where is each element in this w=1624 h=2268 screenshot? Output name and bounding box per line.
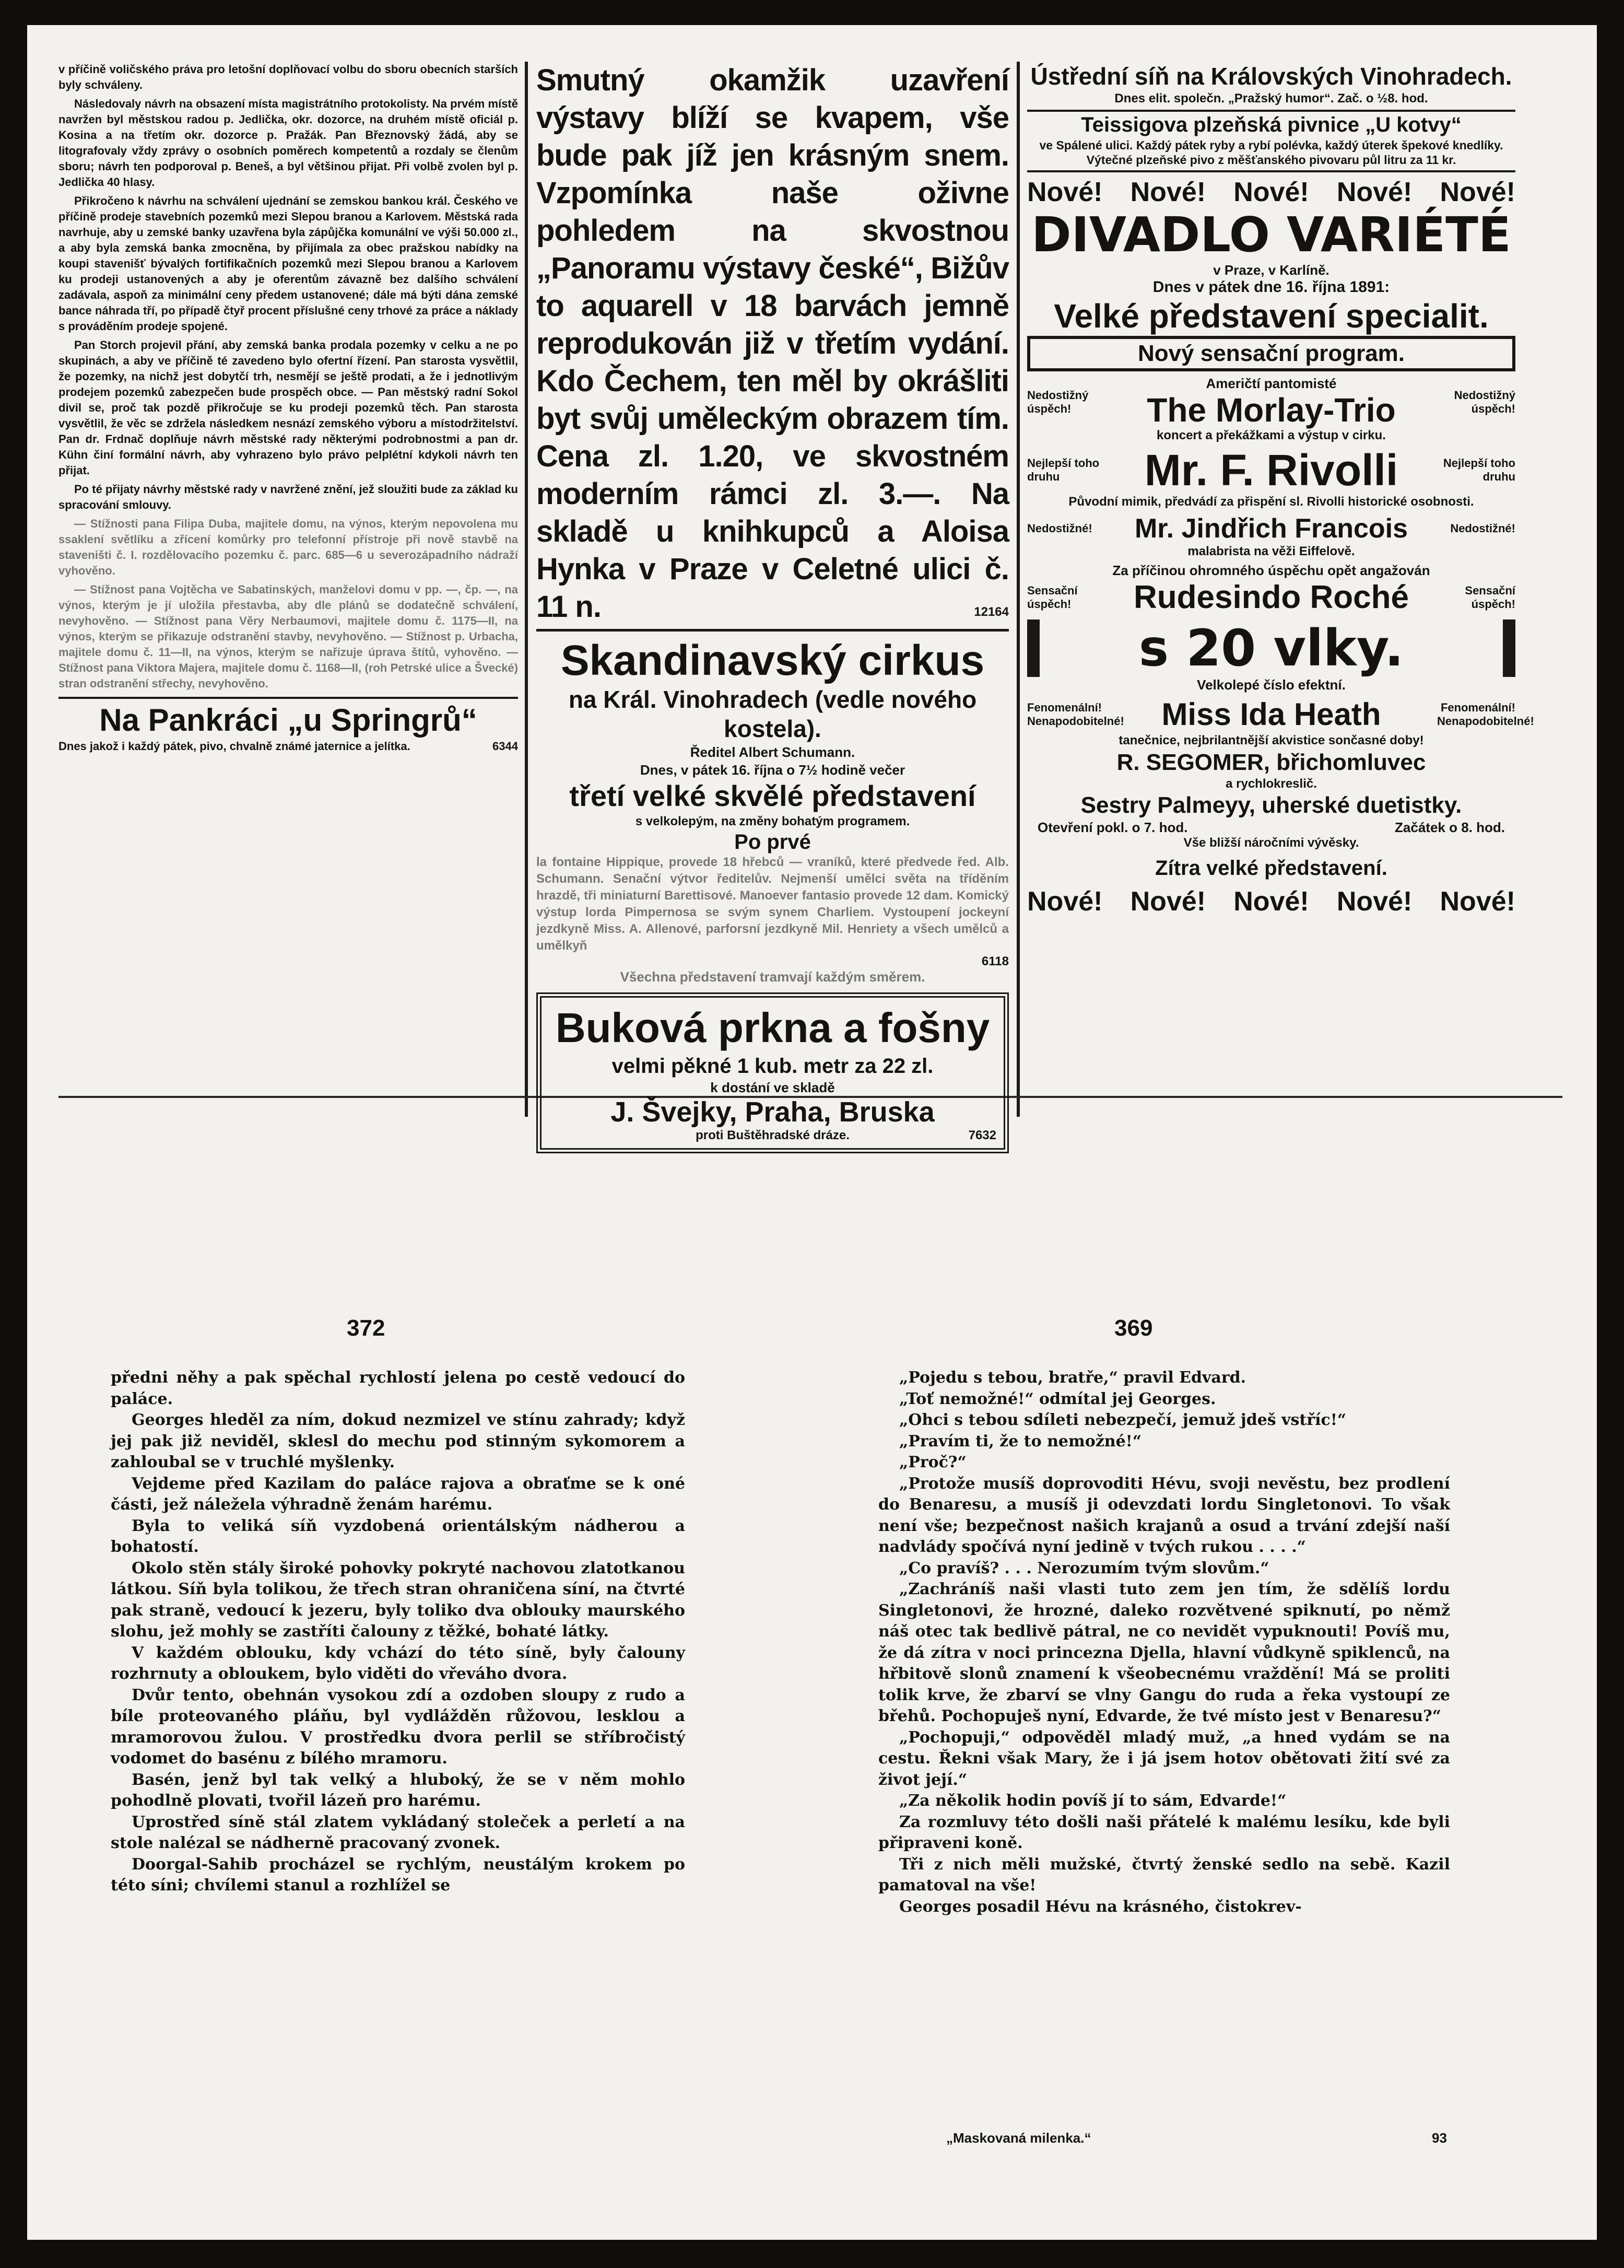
circus-location: na Král. Vinohradech (vedle nového kostela). — [568, 686, 977, 742]
wood-ad — [536, 992, 1009, 1153]
paragraph: Okolo stěn stály široké pohovky pokryté nachovou zlatotkanou látkou. Síň byla tolikou, že třech stran ohraničena síní, na čtvrté pak straně, vedoucí k jezeru, byly toliko dva oblouky maurského slohu, jež mohly se zastříti čalouny z těžké, bohaté látky. — [111, 1559, 685, 1641]
left-paragraph-7: — Stížnost pana Vojtěcha ve Sabatinských, manželovi domu v pp. —, čp. —, na výnos, kterým je jí uložila přestavba, aby dle plánů se dodatečně schválení, nevyhověno. — Stížnost pana Věry Nerbaumovi, majitele domu č. 1175—II, na výnos, kterým se přikazuje odstranění stavby, nevyhověno. — Stížnost p. Urbacha, majitele domu č. 11—II, na výnos, kterým se nařizuje úprava štítů, vyhověno. — Stížnost pana Viktora Majera, majitele domu č. 1168—II, (roh Petrské ulice a Švecké) stran odstranění střechy, nevyhověno. — [58, 583, 518, 690]
wood-firm: J. Švejky, Praha, Bruska — [610, 1096, 935, 1128]
vlky-band — [1027, 619, 1515, 677]
paragraph: Doorgal-Sahib procházel se rychlým, neustálým krokem po této síni; chvílemi stanul a rozhlížel se — [111, 1855, 685, 1895]
opening-time: Otevření pokl. o 7. hod. — [1038, 820, 1188, 835]
morlay-sub: koncert a překážkami a výstup v cirku. — [1157, 428, 1386, 442]
circus-ad — [536, 629, 1009, 985]
rivolli-sub: Původní mimik, předvádí za přispění sl. Rivolli historické osobnosti. — [1068, 495, 1474, 509]
paragraph: Uprostřed síně stál zlatem vykládaný stoleček a perletí a na stole nalézal se nádherně pracovaný zvonek. — [111, 1813, 685, 1852]
paragraph: „Ohci s tebou sdíleti nebezpečí, jemuž jdeš vstříc!“ — [899, 1411, 1347, 1429]
pankraci-ad — [58, 697, 518, 754]
rivolli-right: Nejlepší toho druhu — [1443, 457, 1515, 483]
left-paragraph-1: v příčině voličského práva pro letošní doplňovací volbu do sboru obecních starších byly schváleny. — [58, 63, 518, 91]
novy-program: Nový sensační program. — [1027, 336, 1515, 371]
circus-show: třetí velké skvělé představení — [569, 779, 976, 812]
wood-title: Buková prkna a fošny — [555, 1004, 990, 1051]
paragraph: Dvůr tento, obehnán vysokou zdí a ozdoben sloupy z rudo a bíle proteovaného pláňu, byl vydlážděn růžovou, lesklou a mramorovou žulou. V prostředku dvora perlil se stříbročistý vodomet do basénu z bílého mramoru. — [111, 1686, 685, 1768]
divadlo-date: Dnes v pátek dne 16. října 1891: — [1152, 278, 1390, 296]
paragraph: „Proč?“ — [899, 1453, 967, 1471]
start-time: Začátek o 8. hod. — [1395, 820, 1505, 835]
teissig-text: ve Spálené ulici. Každý pátek ryby a rybí polévka, každý úterek špekové knedlíky. Výtečné plzeňské pivo z měšťanského pivovaru půl litru za 11 kr. — [1039, 138, 1503, 167]
paragraph: Georges hleděl za ním, dokud nezmizel ve stínu zahrady; když jej pak již neviděl, sklesl do mechu pod stinným sykomorem a zahloubal se v truchlé myšlenky. — [111, 1411, 685, 1471]
vyvesky: Vše bližší náročními vývěsky. — [1183, 836, 1359, 850]
nove-b5: Nové! — [1440, 886, 1515, 917]
paragraph: Byla to veliká síň vyzdobená orientálským nádherou a bohatostí. — [111, 1516, 685, 1556]
vlky-sub: Velkolepé číslo efektní. — [1197, 677, 1346, 693]
francois-left: Nedostižné! — [1027, 522, 1092, 535]
pankraci-ad-number: 6344 — [492, 740, 518, 753]
nove-5: Nové! — [1440, 177, 1515, 207]
francois-right: Nedostižné! — [1450, 522, 1515, 535]
paragraph: „Pochopuji,“ odpověděl mladý muž, „a hned vydám se na cestu. Řekni však Mary, že i já jsem hotov obětovati žití své za život její.“ — [878, 1728, 1450, 1789]
rivolli-name: Mr. F. Rivolli — [1144, 446, 1398, 495]
francois-row — [1027, 513, 1515, 544]
column-divider-2 — [1017, 62, 1020, 1117]
teissig-title: Teissigova plzeňská pivnice „U kotvy“ — [1081, 113, 1462, 136]
zitra: Zítra velké představení. — [1155, 857, 1387, 880]
divadlo-place: v Praze, v Karlíně. — [1213, 262, 1329, 278]
column-divider-1 — [525, 62, 528, 1117]
nove-2: Nové! — [1130, 177, 1206, 207]
paragraph: „Toť nemožné!“ odmítal jej Georges. — [899, 1389, 1216, 1408]
lower-right-footer-number: 93 — [1432, 2130, 1447, 2146]
rivolli-left: Nejlepší toho druhu — [1027, 457, 1100, 483]
wood-sub: k dostání ve skladě — [710, 1080, 835, 1095]
paragraph: „Protože musíš doprovoditi Hévu, svoji nevěstu, bez prodlení do Benaresu, a musíš ji odevzdati lordu Singletonovi. To však není vše; bezpečnost našich krajanů a osud a trvání zdejší naší nadvlády spočívá nyní jedině v tvých rukou . . . .“ — [878, 1474, 1450, 1556]
divadlo-title: DIVADLO VARIÉTÉ — [1031, 207, 1511, 263]
circus-first-time: Po prvé — [734, 831, 811, 854]
nove-b2: Nové! — [1130, 886, 1206, 917]
pankraci-ad-title: Na Pankráci „u Springrů“ — [99, 703, 477, 738]
nove-3: Nové! — [1233, 177, 1309, 207]
circus-date: Dnes, v pátek 16. října o 7½ hodině večer — [640, 762, 905, 778]
paragraph: „Pojedu s tebou, bratře,“ pravil Edvard. — [899, 1369, 1246, 1387]
francois-sub: malabrista na věži Eiffelově. — [1187, 544, 1355, 558]
left-paragraph-5: Po té přijaty návrhy městské rady v navržené znění, jež sloužiti bude za základ ku spracování smlouvy. — [58, 483, 518, 511]
lower-right-text — [878, 1367, 1450, 2130]
lower-left-page-number: 372 — [347, 1315, 385, 1341]
paragraph: předni něhy a pak spěchal rychlostí jelena po cestě vedoucí do paláce. — [111, 1369, 685, 1408]
francois-name: Mr. Jindřich Francois — [1134, 513, 1408, 544]
roche-intro: Za příčinou ohromného úspěchu opět angažován — [1112, 563, 1430, 578]
nove-b4: Nové! — [1336, 886, 1413, 917]
paragraph: Za rozmluvy této došli naši přátelé k malému lesíku, kde byli připraveni koně. — [878, 1813, 1450, 1852]
newspaper-page — [27, 25, 1597, 2240]
vinohrady-title: Ústřední síň na Královských Vinohradech. — [1030, 63, 1512, 90]
lower-right-footer-title: „Maskovaná milenka.“ — [946, 2130, 1091, 2146]
heath-left: Fenomenální! Nenapodobitelné! — [1027, 701, 1124, 728]
morlay-left: Nedostižný úspěch! — [1027, 388, 1089, 415]
paragraph: Georges posadil Hévu na krásného, čistokrev- — [899, 1897, 1302, 1916]
paragraph: „Pravím ti, že to nemožné!“ — [899, 1432, 1142, 1451]
circus-footer: Všechna představení tramvají každým směrem. — [620, 969, 925, 985]
segomer: R. SEGOMER, břichomluvec — [1116, 750, 1426, 775]
left-paragraph-2: Následovaly návrh na obsazení místa magistrátního protokolisty. Na prvém místě navržen byl městskou radou p. Jedlička, okr. dozorce, na druhém místě oficiál p. Kosina a na třetím okr. dozorce p. Pražák. Pan Březnovský žádá, aby se litografovaly vždy zprávy o osobních poměrech kompetentů a rozdaly se členům sboru; návrh ten podporoval p. Beneš, a byl většinou přijat. Při volbě zvolen byl p. Jedlička 40 hlasy. — [58, 97, 518, 189]
morlay-name: The Morlay-Trio — [1147, 391, 1396, 429]
middle-column — [536, 62, 1009, 1142]
velke-predstaveni: Velké představení specialit. — [1054, 297, 1489, 335]
heath-name: Miss Ida Heath — [1161, 697, 1381, 732]
vinohrady-text: Dnes elit. společn. „Pražský humor“. Zač. o ½8. hod. — [1114, 91, 1428, 106]
palmey: Sestry Palmeyy, uherské duetistky. — [1080, 792, 1462, 818]
paragraph: Basén, jenž byl tak velký a hluboký, že se v něm mohlo pohodlně plovati, tvořil lázeň pro harému. — [111, 1770, 685, 1810]
wood-price: velmi pěkné 1 kub. metr za 22 zl. — [611, 1055, 934, 1078]
nove-row-top — [1027, 177, 1515, 208]
nove-b3: Nové! — [1233, 886, 1309, 917]
pankraci-ad-text: Dnes jakož i každý pátek, pivo, chvalně známé jaternice a jelítka. — [58, 740, 410, 753]
nove-1: Nové! — [1027, 177, 1103, 207]
right-column — [1027, 62, 1534, 1106]
rivolli-row — [1027, 446, 1515, 494]
roche-name: Rudesindo Roché — [1133, 579, 1409, 615]
circus-title: Skandinavský cirkus — [560, 637, 985, 684]
lower-left-text — [111, 1367, 685, 2099]
roche-right: Sensační úspěch! — [1465, 584, 1515, 611]
wood-number: 7632 — [968, 1128, 996, 1142]
morlay-top: Američtí pantomisté — [1206, 376, 1337, 391]
wood-addr: proti Buštěhradské dráze. — [696, 1128, 850, 1142]
roche-row — [1027, 579, 1515, 616]
morlay-right: Nedostižný úspěch! — [1454, 388, 1515, 415]
paragraph: „Co pravíš? . . . Nerozumím tvým slovům.“ — [899, 1559, 1269, 1577]
nove-4: Nové! — [1336, 177, 1413, 207]
heath-sub: tanečnice, nejbrilantnější akvistice sončasné doby! — [1119, 733, 1424, 747]
heath-right: Fenomenální! Nenapodobitelné! — [1437, 701, 1534, 728]
panorama-ad-number: 12164 — [974, 605, 1009, 619]
left-paragraph-6: — Stížnosti pana Filipa Duba, majitele domu, na výnos, kterým nepovolena mu ssaklení světlíku a zřícení komůrky pro telefonní přístroje při nově stavbě na staveništi č. I. rozdělovacího pozemku č. parc. 685—6 u severozápadního nádraží vyhověno. — [58, 517, 518, 577]
paragraph: Tři z nich měli mužské, čtvrtý ženské sedlo na sebě. Kazil pamatoval na vše! — [878, 1855, 1450, 1895]
circus-program-intro: s velkolepým, na změny bohatým programem. — [635, 814, 910, 828]
paragraph: „Zachráníš naši vlasti tuto zem jen tím, že sdělíš lordu Singletonovi, že hrozné, daleko rozvětvené spiknutí, po němž náš otec tak bedlivě pátral, ne co nevidět vypuknouti! Povíš mu, že dá zítra v noci princezna Djella, hlavní vůdkyně spiklenců, na hřbitově slonů znamení k všeobecnému vraždění! Má se proliti tolik krve, že zbarví se vlny Gangu do ruda a řeka vystoupí ze břehů. Pochopuješ nyní, Edvarde, že tvé místo jest v Benaresu?“ — [878, 1580, 1450, 1725]
left-paragraph-4: Pan Storch projevil přání, aby zemská banka prodala pozemky v celku a ne po skupinách, a aby ve příčině té zavedeno bylo ofertní řízení. Pan starosta vysvětlil, že pozemky, na nichž jest dobytčí trh, nesmějí se ještě prodati, a že i jednotlivým prodejem pozemků zabezpečen bude prospěch obce. — Pan městský radní Sokol divil se, proč tak pozdě přikročuje se ku prodeji pozemků těch. Pan starosta vysvětlil, že věc se zdržela následkem nesnází zemského výboru a místodržitelství. Pan dr. Frdnač doplňuje návrh městské rady některými podrobnostmi a pan dr. Kühn činí formální návrh, aby vyhrazeno bylo právo pelplétní kdykoli návrh ten přijat. — [58, 338, 518, 477]
left-paragraph-3: Přikročeno k návrhu na schválení ujednání se zemskou bankou král. Českého ve příčině prodeje stavebních pozemků mezi Slepou branou a Karlovem. Městská rada navrhuje, aby u zemské banky uzavřena byla zápůjčka komunální ve výši 50.000 zl., a aby byla zemská banka zmocněna, by přijímala za obec pražskou nabídky na koupi stavenišť bývalých fortifikačních pozemků mezi Slepou branou a Karlovem ku prodeji ustanovených a aby je oferentům závazně bez dalšího schválení zadávala, aspoň za minimální ceny předem ustanovené; dále má býti dána zemské bance náhrada tří, po případě čtyř procent příslušné ceny trhové za práce a náklady s prováděním prodeje spojené. — [58, 194, 518, 333]
vlky-title: s 20 vlky. — [1138, 619, 1404, 677]
circus-number: 6118 — [981, 954, 1009, 968]
panorama-ad: Smutný okamžik uzavření výstavy blíží se kvapem, vše bude pak jíž jen krásným snem. Vzpomínka naše oživne pohledem na skvostnou „Panoramu výstavy české“, Bižův to aquarell v 18 barvách jemně reprodukován již v třetím vydání. Kdo Čechem, ten měl by okrášliti byt svůj uměleckým obrazem tím. Cena zl. 1.20, ve skvostném moderním rámci zl. 3.—. Na skladě u knihkupců a Aloisa Hynka v Praze v Celetné ulici č. 11 n. — [536, 63, 1009, 624]
circus-director: Ředitel Albert Schumann. — [690, 744, 855, 760]
nove-row-bottom — [1027, 886, 1515, 917]
lower-right-page-number: 369 — [1114, 1315, 1153, 1341]
paragraph: V každém oblouku, kdy vchází do této síně, byly čalouny rozhrnuty a obloukem, bylo viděti do vřeváho dvora. — [111, 1643, 685, 1683]
heath-row — [1027, 696, 1534, 733]
paragraph: „Za několik hodin povíš jí to sám, Edvarde!“ — [899, 1792, 1287, 1810]
circus-text: la fontaine Hippique, provede 18 hřebců — vraníků, které předvede řed. Alb. Schumann. Senační výtvor ředitelův. Nejmenší umělci světa na tříděním hrazdě, tři miniaturní Barettisové. Manoever fantasio provede 12 dam. Komický výstup lorda Pimpernosa se svým synem Charliem. Vystoupení jockeyní jezdkyně Miss. A. Allenové, parforsní jezdkyně Mil. Henriety a všech umělců a umělkyň — [536, 855, 1009, 953]
segomer-sub: a rychlokreslič. — [1226, 777, 1317, 791]
morlay-row — [1027, 376, 1515, 428]
roche-left: Sensační úspěch! — [1027, 584, 1078, 611]
left-column — [58, 62, 518, 1106]
paragraph: Vejdeme před Kazilam do paláce rajova a obraťme se k oné části, jež náležela výhradně ženám harému. — [111, 1474, 685, 1514]
nove-b1: Nové! — [1027, 886, 1103, 917]
